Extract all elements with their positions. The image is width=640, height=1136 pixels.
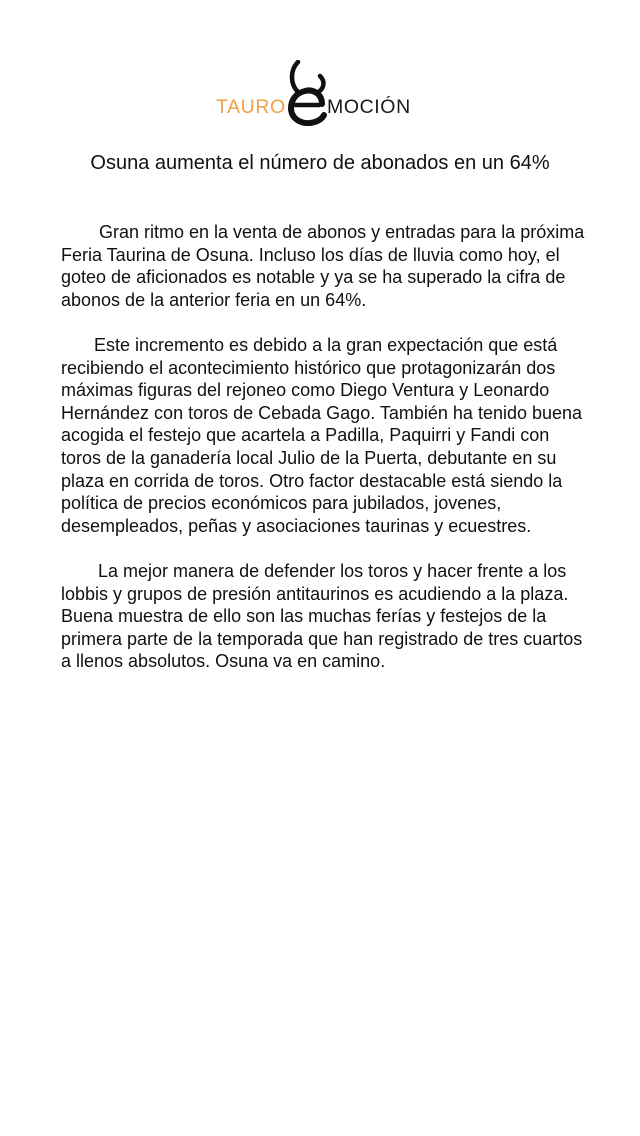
- brand-logo: [0, 60, 640, 128]
- article-headline: Osuna aumenta el número de abonados en un 64%: [90, 152, 550, 174]
- article-paragraph: La mejor manera de defender los toros y hacer frente a los lobbis y grupos de presión antitaurinos es acudiendo a la plaza. Buena muestra de ello son las muchas ferías y festejos de la primera parte de la temporada que han registrado de tres cuartos a llenos absolutos. Osuna va en camino.: [61, 560, 583, 672]
- article-paragraph: Gran ritmo en la venta de abonos y entradas para la próxima Feria Taurina de Osuna. Incluso los días de lluvia como hoy, el goteo de aficionados es notable y ya se ha superado la cifra de abonos de la anterior feria en un 64%.: [61, 222, 585, 310]
- logo-text-tauro: TAURO: [216, 96, 286, 118]
- logo-text-mocion: MOCIÓN: [327, 96, 411, 118]
- article-body: [61, 221, 585, 695]
- bull-horns-e-icon: [286, 60, 330, 126]
- article-paragraph: Este incremento es debido a la gran expectación que está recibiendo el acontecimiento histórico que protagonizarán dos máximas figuras del rejoneo como Diego Ventura y Leonardo Hernández con toros de Cebada Gago. También ha tenido buena acogida el festejo que acartela a Padilla, Paquirri y Fandi con toros de la ganadería local Julio de la Puerta, debutante en su plaza en corrida de toros. Otro factor destacable está siendo la política de precios económicos para jubilados, jovenes, desempleados, peñas y asociaciones taurinas y ecuestres.: [61, 334, 583, 536]
